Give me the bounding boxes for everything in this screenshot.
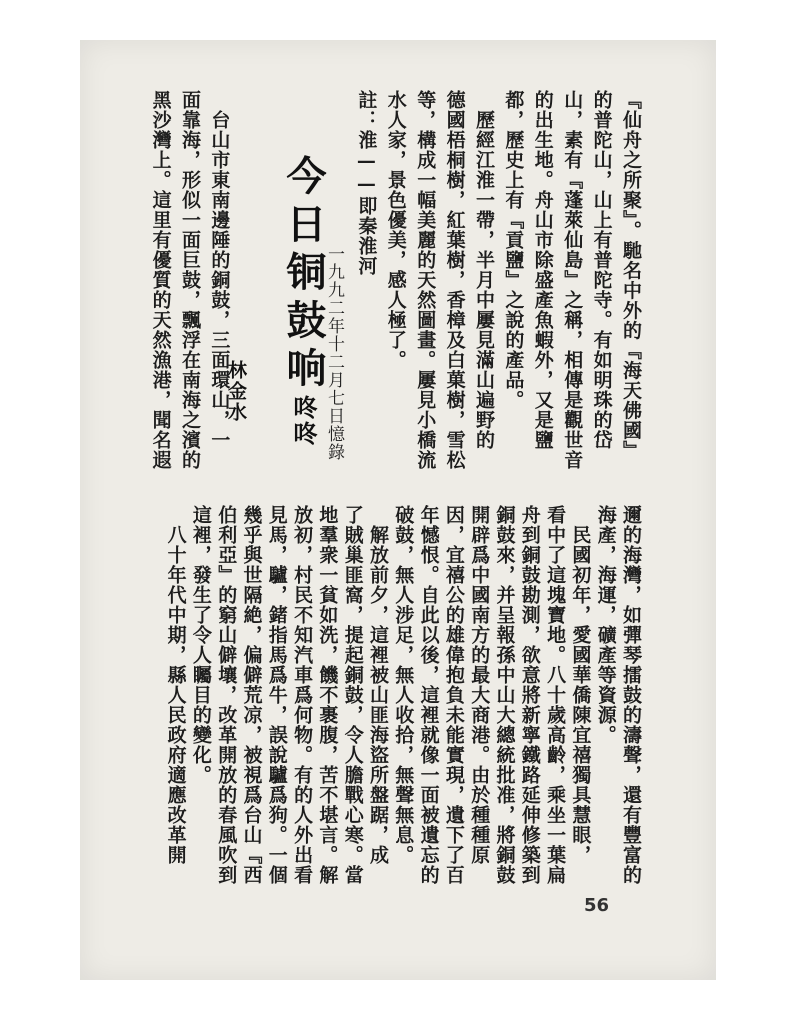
- upper-text-column: 黑沙灣上。這里有優質的天然漁港，聞名遐: [149, 90, 172, 470]
- lower-text-column: 因，宜禧公的雄偉抱負未能實現，遺下了百: [442, 505, 465, 885]
- upper-text-column: 水人家，景色優美，感人極了。: [384, 90, 407, 370]
- upper-text-column: 山，素有『蓬萊仙島』之稱，相傳是觀世音: [561, 90, 584, 470]
- lower-text-column: 地羣衆一貧如洗，饑不裹腹，苦不堪言。解: [316, 505, 339, 885]
- upper-text-column: 等，構成一幅美麗的天然圖畫。屢見小橋流: [414, 90, 437, 470]
- lower-text-column: 邇的海灣，如彈琴擂鼓的濤聲，還有豐富的: [620, 505, 642, 885]
- page-number: 56: [584, 895, 610, 916]
- upper-text-column: 面靠海，形似一面巨鼓，飄浮在南海之濱的: [179, 90, 201, 470]
- title-sound: 咚咚: [289, 395, 317, 447]
- upper-text-column: 德國梧桐樹，紅葉樹，香樟及白菓樹，雪松: [443, 90, 466, 470]
- lower-text-column: 看中了這塊寶地。八十歲高齡，乘坐一葉扁: [544, 505, 567, 885]
- lower-text-column: 銅鼓來，并呈報孫中山大總統批准，將銅鼓: [493, 505, 516, 885]
- lower-text-column: 開辟爲中國南方的最大商港。由於種種原: [468, 505, 491, 865]
- lower-text-column: 了賊巢匪窩，提起銅鼓，令人膽戰心寒。當: [341, 505, 364, 885]
- lower-text-column: 幾乎與世隔絶，偏僻荒凉，被視爲台山『西: [240, 505, 263, 885]
- upper-text-column: 的出生地。舟山市除盛產魚蝦外，又是鹽: [531, 90, 554, 450]
- lower-text-column: 放初，村民不知汽車爲何物。有的人外出看: [291, 505, 314, 885]
- dateline: 一九九二年十二月七日憶錄: [324, 245, 344, 461]
- lower-text-column: 解放前夕，這裡被山匪海盜所盤踞，成: [367, 505, 389, 865]
- lower-text-column: 民國初年，愛國華僑陳宜禧獨具慧眼，: [569, 505, 592, 865]
- title-main: 今日铜鼓响: [280, 155, 326, 395]
- lower-text-column: 舟到銅鼓勘測，欲意將新寧鐵路延伸修築到: [518, 505, 541, 885]
- upper-text-column: 台山市東南邊陲的銅鼓，三面環山，一: [208, 90, 231, 450]
- lower-text-column: 海產，海運，礦產等資源。: [594, 505, 617, 745]
- lower-text-column: 年憾恨。自此以後，這裡就像一面被遺忘的: [417, 505, 440, 885]
- upper-text-column: 『仙舟之所聚』。馳名中外的『海天佛國』: [620, 90, 642, 461]
- upper-text-column: 歷經江淮一帶，半月中屢見滿山遍野的: [473, 90, 495, 450]
- lower-text-column: 這裡，發生了令人矚目的變化。: [189, 505, 212, 785]
- author-name: 林金水: [225, 360, 247, 423]
- upper-text-column: 的普陀山，山上有普陀寺。有如明珠的岱: [590, 90, 613, 450]
- lower-text-column: 見馬，驢，鍺指馬爲牛，誤說驢爲狗。一個: [265, 505, 288, 885]
- upper-text-column: [236, 90, 262, 500]
- upper-text-column: 註：淮——即秦淮河: [355, 90, 378, 276]
- upper-text-column: 都，歷史上有『貢鹽』之說的產品。: [502, 90, 525, 410]
- lower-text-column: 八十年代中期，縣人民政府適應改革開: [164, 505, 187, 865]
- lower-text-column: 破鼓，無人涉足，無人收拾，無聲無息。: [392, 505, 415, 865]
- lower-text-column: 伯利亞』的窮山僻壤，改革開放的春風吹到: [215, 505, 238, 885]
